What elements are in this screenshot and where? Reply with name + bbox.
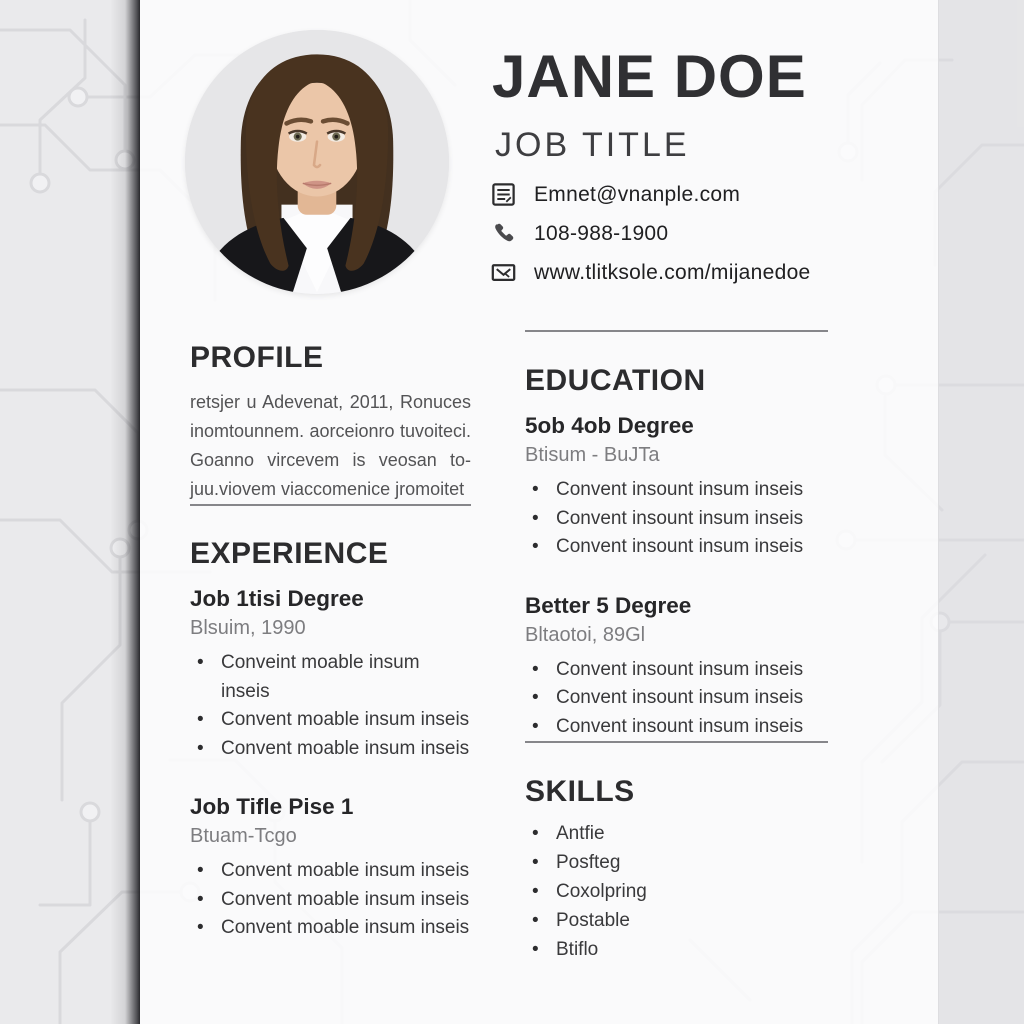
website-icon xyxy=(490,259,517,286)
phone-icon xyxy=(490,220,517,247)
education-entry-title: Better 5 Degree xyxy=(525,592,692,618)
experience-bullet-list xyxy=(190,857,471,943)
education-entry xyxy=(525,593,828,742)
experience-entry-title: Job Tifle Pise 1 xyxy=(190,794,354,819)
right-column xyxy=(525,330,828,964)
skill-item: • Btiflo xyxy=(525,935,828,964)
experience-entry-subtitle: Btuam-Tcgo xyxy=(190,825,297,847)
portrait-illustration xyxy=(185,30,449,294)
experience-bullet-list xyxy=(190,649,471,763)
skill-item: • Posfteg xyxy=(525,848,828,877)
email-icon xyxy=(490,181,517,208)
divider xyxy=(525,330,828,332)
skill-item: • Coxolpring xyxy=(525,877,828,906)
experience-entry-subtitle: Blsuim, 1990 xyxy=(190,617,306,639)
contact-row-phone xyxy=(490,220,811,247)
bullet-item: • Convent insount insum inseis xyxy=(525,656,828,685)
person-name: JANE DOE xyxy=(492,43,807,110)
contact-phone-text: 108-988-1900 xyxy=(534,221,669,245)
bullet-item: • Convent insount insum inseis xyxy=(525,505,828,534)
bullet-item: • Convent moable insum inseis xyxy=(190,857,471,886)
skills-heading: SKILLS xyxy=(525,775,635,808)
job-title: JOB TITLE xyxy=(495,126,690,164)
profile-heading: PROFILE xyxy=(190,341,324,374)
experience-entry xyxy=(190,794,471,943)
contact-website-text: www.tlitksole.com/mijanedoe xyxy=(534,260,811,284)
bullet-item: • Convent moable insum inseis xyxy=(190,735,471,764)
education-entry-title: 5ob 4ob Degree xyxy=(525,413,694,438)
experience-entry-title: Job 1tisi Degree xyxy=(190,586,364,611)
education-heading: EDUCATION xyxy=(525,364,706,397)
divider xyxy=(190,504,471,506)
contact-email-text: Emnet@vnanple.com xyxy=(534,182,741,206)
experience-entry xyxy=(190,586,471,763)
skills-list xyxy=(525,819,828,964)
bullet-item: • Convent moable insum inseis xyxy=(190,886,471,915)
education-bullet-list xyxy=(525,476,828,562)
bullet-item: • Convent insount insum inseis xyxy=(525,533,828,562)
bullet-item: • Convent insount insum inseis xyxy=(525,476,828,505)
bullet-item: • Convent moable insum inseis xyxy=(190,914,471,943)
skill-item: • Antfie xyxy=(525,819,828,848)
skill-item: • Postable xyxy=(525,906,828,935)
education-bullet-list xyxy=(525,656,828,742)
bullet-item: • Convent insount insum inseis xyxy=(525,713,828,742)
education-entry-subtitle: Bltaotoi, 89Gl xyxy=(525,623,646,646)
education-entry-subtitle: Btisum - BuJTa xyxy=(525,444,660,466)
contact-list xyxy=(490,181,811,286)
left-column xyxy=(190,341,471,943)
bullet-item: • Convent moable insum inseis xyxy=(190,706,471,735)
profile-photo xyxy=(185,30,449,294)
divider xyxy=(525,741,828,743)
page-content xyxy=(140,0,938,1024)
bullet-item: • Conveint moable insum inseis xyxy=(190,649,471,706)
profile-summary: retsjer u Adevenat, 2011, Ronuces inomtounnem. aorceionro tuvoiteci. Goanno vircevem is veosan to- juu.viovem viaccomenice jromoitet xyxy=(190,392,471,499)
bullet-item: • Convent insount insum inseis xyxy=(525,684,828,713)
experience-heading: EXPERIENCE xyxy=(190,537,389,570)
contact-row-website xyxy=(490,259,811,286)
education-entry xyxy=(525,413,828,562)
contact-row-email xyxy=(490,181,811,208)
